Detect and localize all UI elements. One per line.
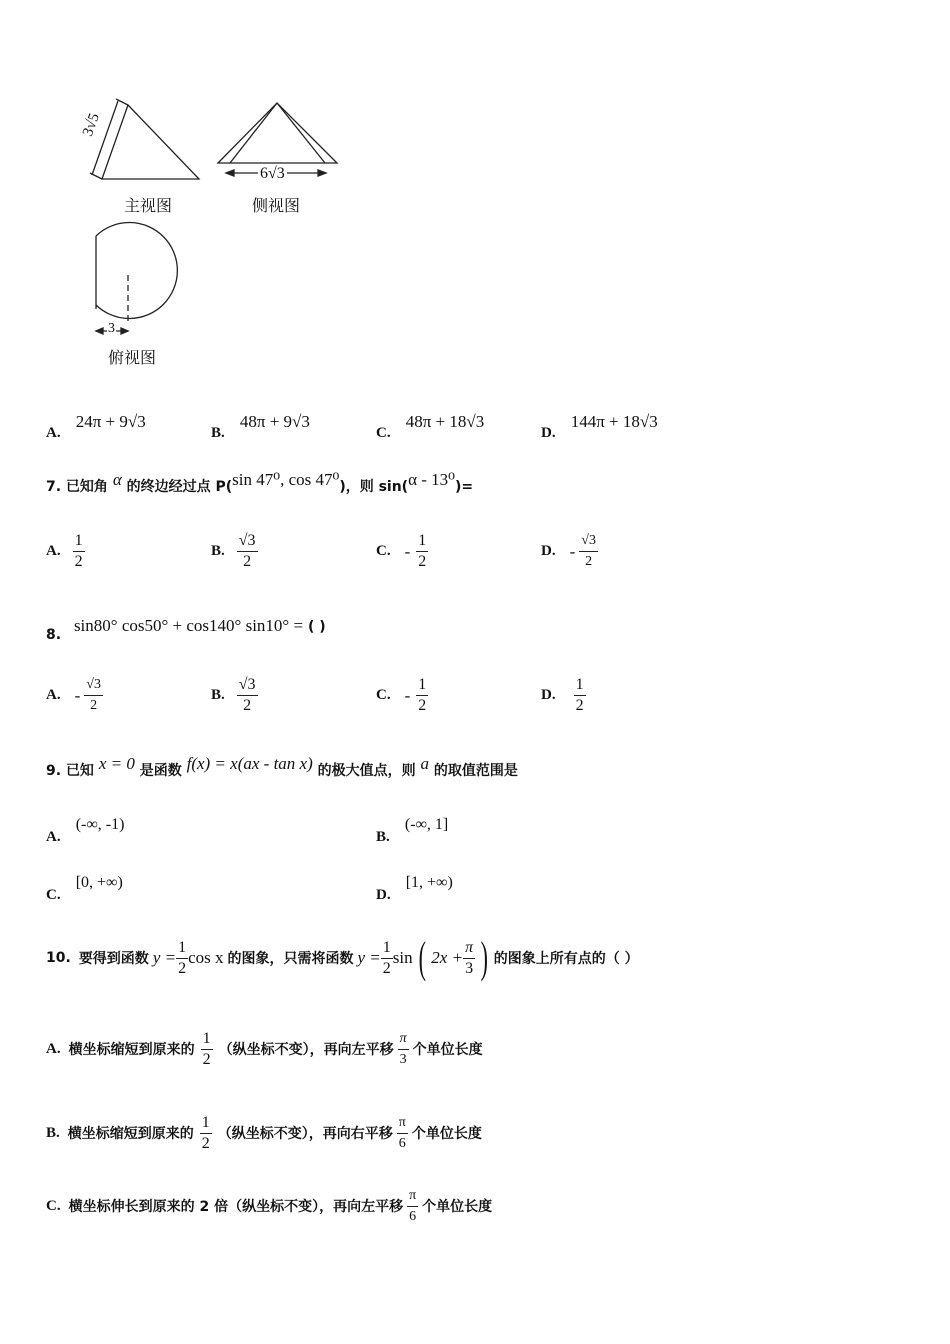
option-value: 48π + 9√3 [239,412,310,431]
q9-text-3: 的极大值点，则 [317,763,416,779]
numerator: √3 [84,676,103,696]
question-number: 8. [46,627,62,643]
q9-text-2: 是函数 [139,763,182,779]
numerator: 1 [201,1030,213,1050]
question-number: 9. [46,763,62,779]
q9-option-b[interactable] [376,814,449,845]
q8-option-a[interactable] [46,676,103,715]
shift-fraction [397,1114,408,1153]
denominator: 2 [202,1050,211,1068]
q9-text-1: 已知 [65,763,94,779]
numerator: 1 [200,1114,212,1134]
q8-stem [46,616,326,643]
q7-stem [46,470,474,496]
q10-y2-inner: 2x + [431,948,464,967]
factor-fraction [200,1114,212,1153]
q9-a: a [420,754,429,773]
q9-text-4: 的取值范围是 [433,763,518,779]
option-value: 144π + 18√3 [570,412,658,431]
q9-option-c[interactable] [46,872,123,903]
option-text-1: 横坐标缩短到原来的 [67,1126,194,1142]
q7-alpha: α [112,470,122,489]
numerator: 1 [381,939,393,959]
side-view-dimension: 6√3 [260,165,285,182]
q10-y2-sin: sin [392,948,413,967]
left-paren: ( [418,933,426,982]
right-paren: ) [480,933,489,982]
option-text-1: 横坐标伸长到原来的 2 倍（纵坐标不变），再向左平移 [68,1199,404,1215]
q7-arg: α - 13⁰ [408,470,455,489]
denominator: 2 [575,697,584,714]
numerator: 1 [176,939,188,959]
denominator: 2 [418,697,427,714]
option-value: 24π + 9√3 [75,412,146,431]
option-fraction [579,532,598,571]
q6-option-c[interactable] [376,412,485,441]
option-label: C. [376,687,391,703]
numerator: 1 [73,532,85,552]
option-text-3: 个单位长度 [411,1126,482,1142]
shift-fraction [407,1187,418,1226]
denominator: 6 [409,1208,417,1224]
option-label: A. [46,1040,61,1057]
numerator: √3 [237,532,258,552]
numerator: π [407,1187,418,1207]
q9-stem [46,754,518,780]
q10-option-c[interactable] [46,1184,492,1228]
option-fraction [416,676,428,715]
q9-option-d[interactable] [376,872,453,903]
denominator: 3 [399,1051,407,1067]
denominator: 2 [418,553,427,570]
option-label: B. [46,1124,60,1141]
q10-text-2: 的图象，只需将函数 [227,951,354,967]
q7-text-2: 的终边经过点 P( [126,479,233,495]
shift-fraction [398,1030,409,1069]
denominator: 2 [243,553,252,570]
q7-option-d[interactable] [541,532,598,571]
option-label: C. [46,887,61,903]
option-value: [1, +∞) [405,874,453,891]
denominator: 2 [382,959,391,977]
option-label: A. [46,543,61,559]
q6-option-b[interactable] [211,412,310,441]
option-label: B. [211,687,225,703]
option-sign: - [74,685,81,705]
factor-fraction [201,1030,213,1069]
numerator: π [397,1114,408,1134]
option-text-2: （纵坐标不变），再向左平移 [218,1042,394,1058]
q10-text-3: 的图象上所有点的（ ） [493,951,639,967]
option-fraction [84,676,103,715]
option-fraction [416,532,428,571]
q10-option-b[interactable] [46,1102,482,1164]
q7-text-4: )= [454,479,474,495]
option-fraction [574,676,586,715]
q7-option-b[interactable] [211,532,258,571]
q7-option-a[interactable] [46,532,85,571]
front-view-dimension: 3√5 [80,111,103,139]
denominator: 2 [243,697,252,714]
numerator: 1 [416,676,428,696]
option-label: A. [46,425,61,441]
option-text-3: 个单位长度 [412,1042,483,1058]
option-value: (-∞, -1) [75,816,125,833]
three-view-figure [80,95,360,375]
question-number: 10. [46,950,71,966]
option-label: B. [211,543,225,559]
q6-option-a[interactable] [46,412,146,441]
option-sign: - [404,541,411,561]
q7-point: sin 47⁰, cos 47⁰ [232,470,340,489]
numerator: 1 [574,676,586,696]
numerator: π [398,1030,409,1050]
option-label: D. [541,425,556,441]
q10-y2-pi-fraction [463,939,475,978]
option-sign: - [404,685,411,705]
denominator: 2 [585,554,593,569]
denominator: 2 [74,553,83,570]
q10-y1-rhs: cos x [188,948,224,967]
top-view-shape [96,223,177,335]
q10-y1-lhs: y = [152,948,177,967]
q10-text-1: 要得到函数 [78,951,149,967]
denominator: 2 [201,1134,210,1152]
side-view-label: 侧视图 [252,196,301,215]
option-text-1: 横坐标缩短到原来的 [68,1042,195,1058]
q10-stem [46,934,639,982]
q8-option-c[interactable] [376,676,428,715]
three-view-drawing [80,95,360,375]
q9-option-a[interactable] [46,814,125,845]
option-label: B. [211,425,225,441]
question-number: 7. [46,479,62,495]
option-text-3: 个单位长度 [422,1199,493,1215]
option-sign: - [569,541,576,561]
numerator: √3 [579,532,598,552]
front-view-shape [90,99,199,179]
q8-expression: sin80° cos50° + cos140° sin10° = [73,616,304,635]
q10-y2-fraction [381,939,393,978]
front-view-label: 主视图 [124,196,173,215]
q9-condition: x = 0 [98,754,135,773]
q9-function: f(x) = x(ax - tan x) [186,754,313,773]
option-fraction [237,676,258,715]
option-label: A. [46,829,61,845]
option-text-2: （纵坐标不变），再向右平移 [217,1126,393,1142]
q8-option-d[interactable] [541,676,586,715]
q6-option-d[interactable] [541,412,658,441]
q8-paren: ( ) [307,619,326,635]
option-fraction [73,532,85,571]
top-view-label: 俯视图 [108,348,157,367]
option-value: (-∞, 1] [404,816,449,833]
denominator: 2 [178,959,187,977]
q7-option-c[interactable] [376,532,428,571]
denominator: 2 [90,698,98,713]
option-fraction [237,532,258,571]
option-value: 48π + 18√3 [405,412,485,431]
option-label: C. [376,543,391,559]
q10-y2-lhs: y = [357,948,381,967]
option-label: C. [376,425,391,441]
option-label: C. [46,1197,61,1214]
q8-option-b[interactable] [211,676,258,715]
denominator: 6 [398,1135,406,1151]
numerator: π [463,939,475,959]
option-label: D. [541,543,556,559]
q10-option-a[interactable] [46,1018,483,1080]
option-label: B. [376,829,390,845]
option-label: D. [376,887,391,903]
numerator: 1 [416,532,428,552]
q7-text-3: )，则 sin( [339,479,409,495]
numerator: √3 [237,676,258,696]
option-value: [0, +∞) [75,874,123,891]
option-label: D. [541,687,556,703]
top-view-dimension: 3 [108,321,115,336]
option-label: A. [46,687,61,703]
q10-y1-fraction [176,939,188,978]
q7-text-1: 已知角 [65,479,108,495]
denominator: 3 [465,959,474,977]
